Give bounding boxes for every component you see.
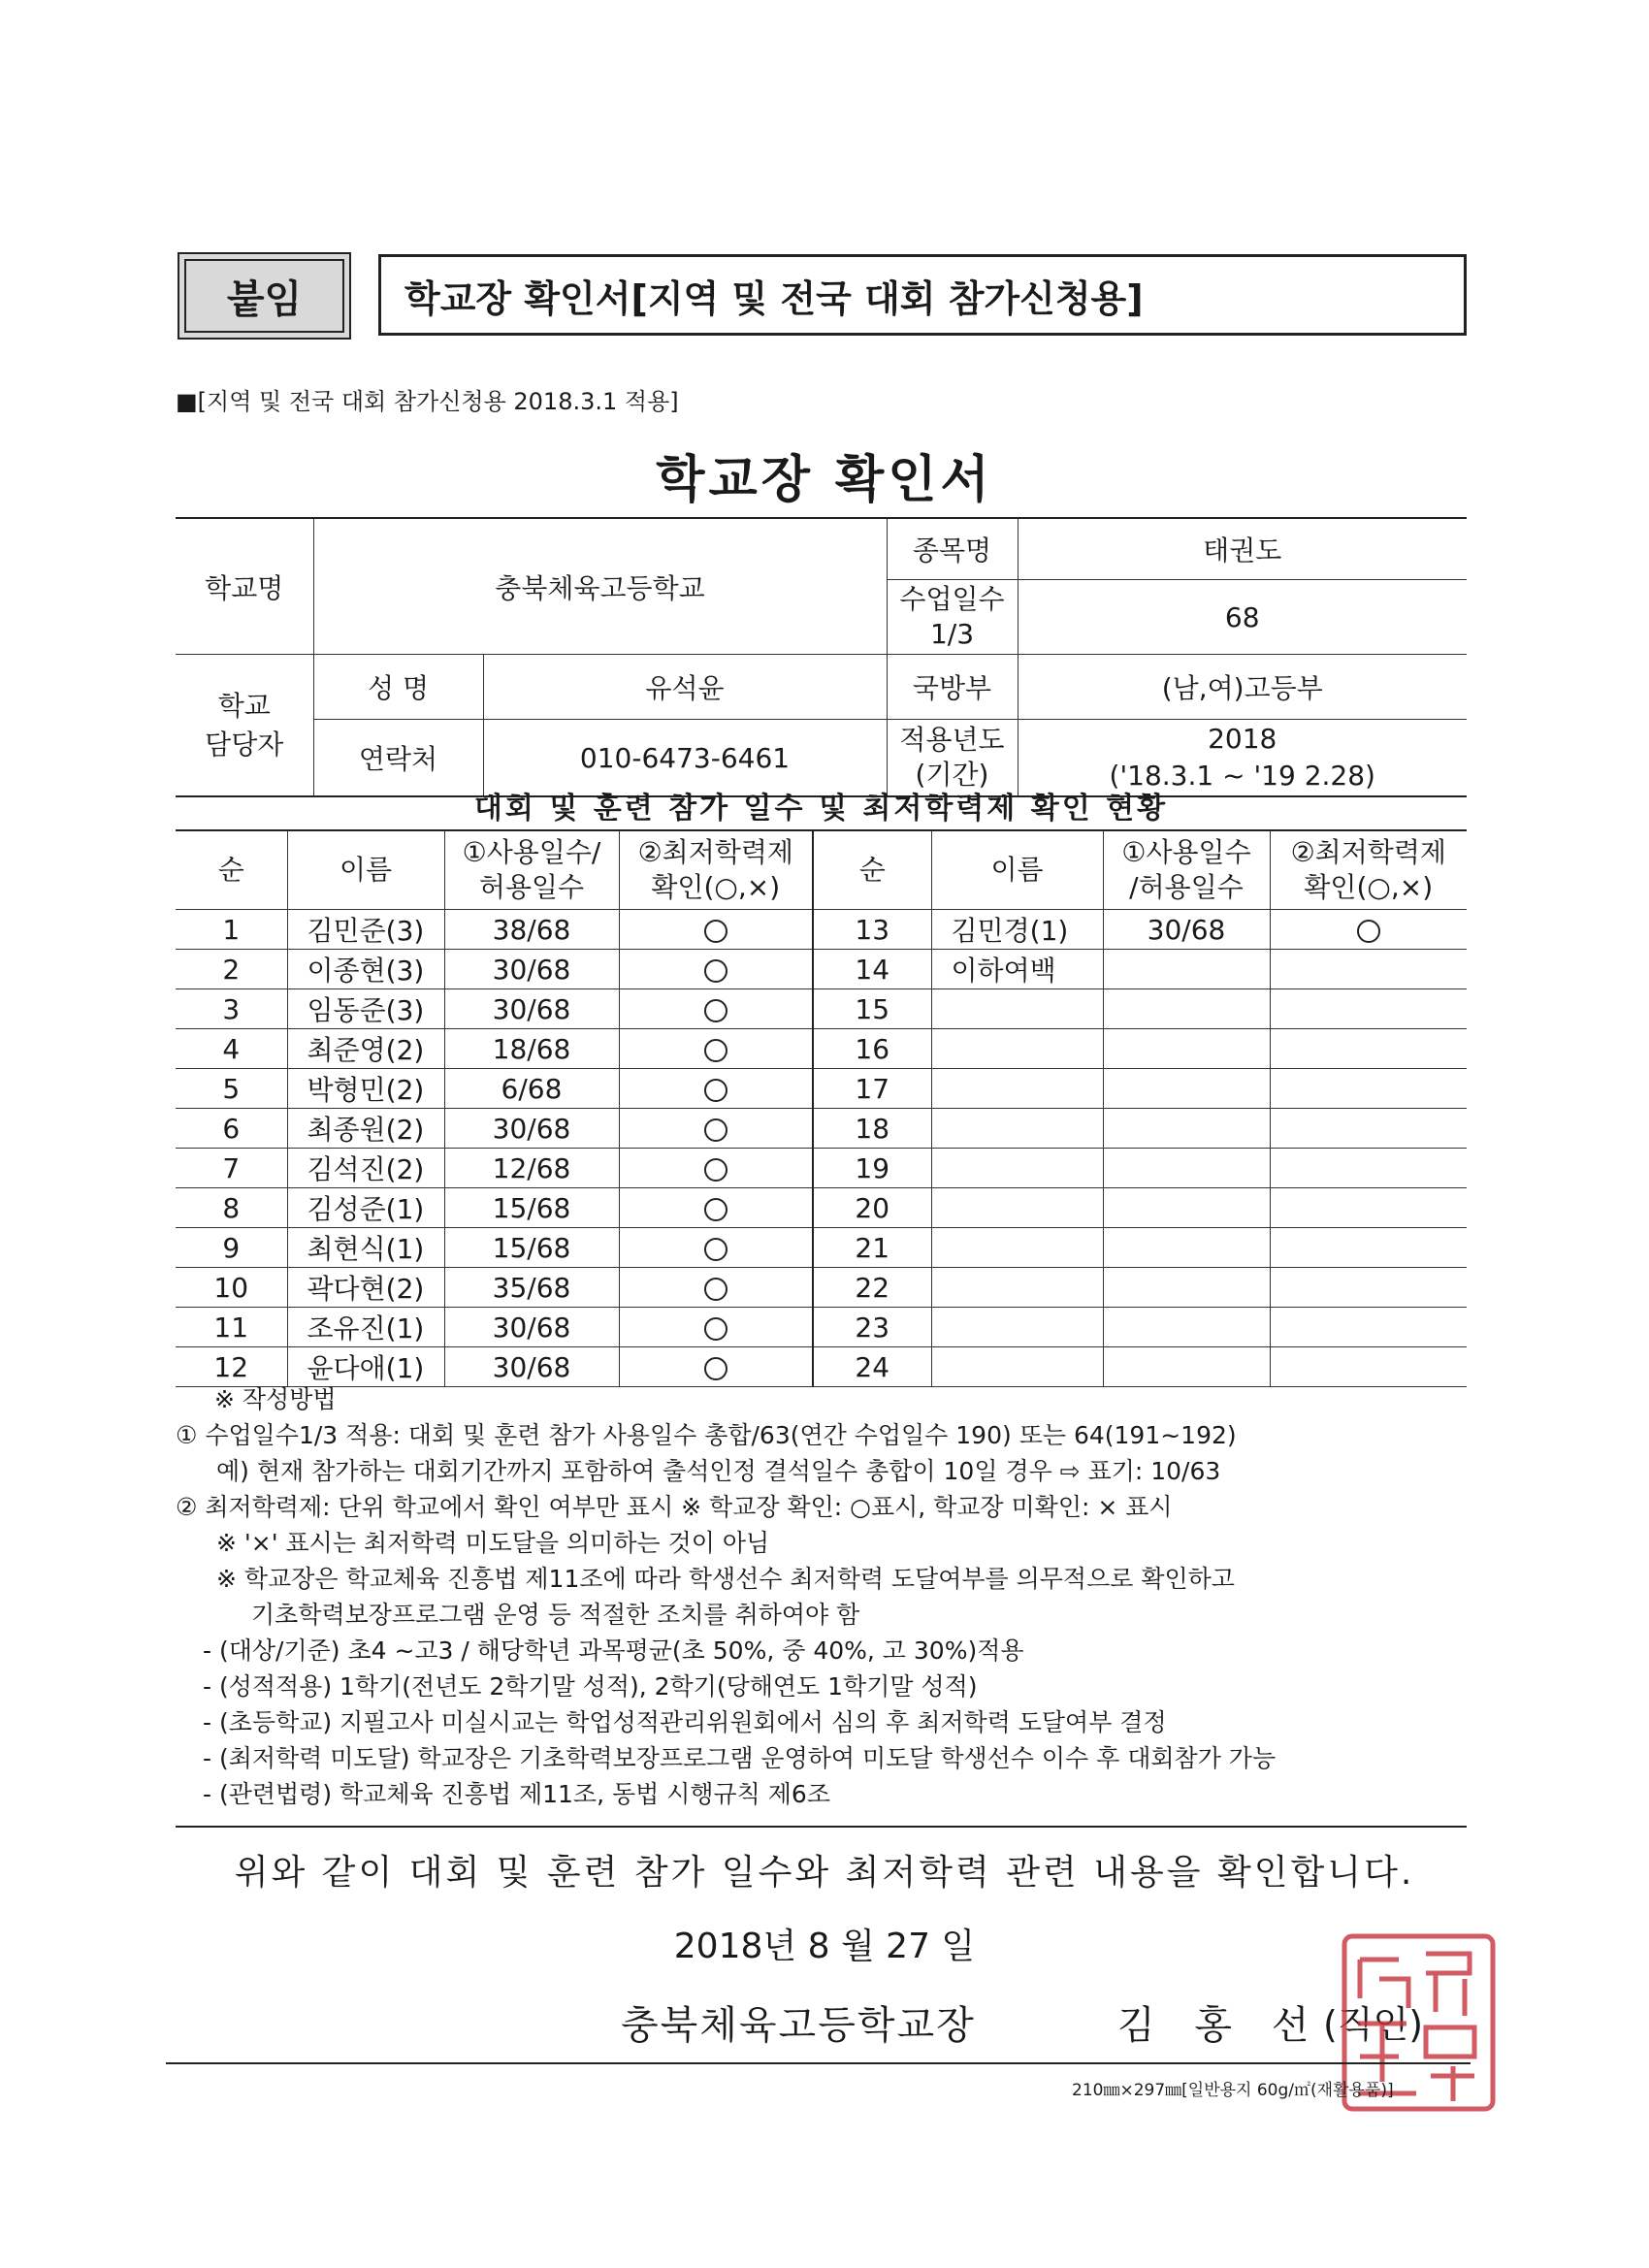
cell-days-right bbox=[1103, 1268, 1270, 1308]
document-header-title: 학교장 확인서[지역 및 전국 대회 참가신청용] bbox=[378, 254, 1467, 336]
cell-name-right bbox=[931, 1228, 1103, 1268]
period-label-line1: 적용년도 bbox=[899, 724, 1005, 756]
cell-no: 9 bbox=[176, 1228, 287, 1268]
cell-check-right bbox=[1270, 1149, 1467, 1188]
sport-value: 태권도 bbox=[1018, 518, 1467, 580]
header-check-right-line2: 확인(○,×) bbox=[1304, 871, 1434, 903]
cell-days: 30/68 bbox=[444, 950, 619, 989]
page-title: 학교장 확인서 bbox=[656, 451, 993, 509]
note-detail-4: - (최저학력 미도달) 학교장은 기초학력보장프로그램 운영하여 미도달 학생선수 이수 후 대회참가 가능 bbox=[203, 1744, 1277, 1772]
cell-check bbox=[619, 1268, 813, 1308]
cell-no-right: 20 bbox=[813, 1188, 931, 1228]
school-value: 충북체육고등학교 bbox=[313, 518, 887, 655]
cell-days-right: 30/68 bbox=[1103, 910, 1270, 950]
cell-check-right bbox=[1270, 950, 1467, 989]
header-name-right: 이름 bbox=[931, 830, 1103, 910]
cell-days-right bbox=[1103, 1109, 1270, 1149]
header-check-line1: ②최저학력제 bbox=[637, 836, 793, 868]
cell-no: 7 bbox=[176, 1149, 287, 1188]
paper-spec: 210㎜×297㎜[일반용지 60g/㎡(재활용품)] bbox=[1072, 2081, 1394, 2100]
participation-table-body bbox=[176, 910, 1467, 1387]
cell-name-right bbox=[931, 1188, 1103, 1228]
cell-no-right: 21 bbox=[813, 1228, 931, 1268]
cell-check-right bbox=[1270, 1109, 1467, 1149]
cell-check bbox=[619, 1308, 813, 1347]
cell-name: 최준영(2) bbox=[287, 1029, 444, 1069]
cell-days: 30/68 bbox=[444, 1109, 619, 1149]
cell-check-right bbox=[1270, 1308, 1467, 1347]
contact-value: 010-6473-6461 bbox=[483, 720, 887, 797]
cell-no: 4 bbox=[176, 1029, 287, 1069]
check-circle-icon bbox=[1357, 920, 1380, 943]
header-days-line1: ①사용일수/ bbox=[462, 836, 601, 868]
cell-check bbox=[619, 1149, 813, 1188]
cell-days: 30/68 bbox=[444, 1308, 619, 1347]
note-3: ※ '×' 표시는 최저학력 미도달을 의미하는 것이 아님 bbox=[216, 1529, 770, 1557]
check-circle-icon bbox=[704, 1317, 728, 1341]
check-circle-icon bbox=[704, 1238, 728, 1261]
cell-name-right bbox=[931, 1109, 1103, 1149]
cell-check bbox=[619, 1109, 813, 1149]
header-check-right-line1: ②최저학력제 bbox=[1290, 836, 1446, 868]
header-days-right bbox=[1103, 830, 1270, 910]
class-days-value: 68 bbox=[1018, 580, 1467, 655]
cell-days-right bbox=[1103, 1188, 1270, 1228]
cell-check-right bbox=[1270, 989, 1467, 1029]
name-value: 유석윤 bbox=[483, 655, 887, 720]
table-row bbox=[176, 1149, 1467, 1188]
cell-days: 38/68 bbox=[444, 910, 619, 950]
cell-days: 30/68 bbox=[444, 989, 619, 1029]
table-row bbox=[176, 1308, 1467, 1347]
note-1a: ① 수업일수1/3 적용: 대회 및 훈련 참가 사용일수 총합/63(연간 수업일수 190) 또는 64(191~192) bbox=[176, 1421, 1237, 1449]
header-days-right-line2: /허용일수 bbox=[1129, 871, 1244, 903]
cell-days-right bbox=[1103, 1069, 1270, 1109]
dept-label: 국방부 bbox=[887, 655, 1018, 720]
table-row bbox=[176, 1029, 1467, 1069]
check-circle-icon bbox=[704, 920, 728, 943]
manager-label-line2: 담당자 bbox=[205, 728, 284, 761]
cell-days-right bbox=[1103, 950, 1270, 989]
cell-no: 1 bbox=[176, 910, 287, 950]
cell-no-right: 24 bbox=[813, 1347, 931, 1387]
note-detail-3: - (초등학교) 지필고사 미실시교는 학업성적관리위원회에서 심의 후 최저학력 도달여부 결정 bbox=[203, 1708, 1167, 1736]
cell-days-right bbox=[1103, 1308, 1270, 1347]
note-4b: 기초학력보장프로그램 운영 등 적절한 조치를 취하여야 함 bbox=[251, 1601, 860, 1629]
cell-no-right: 15 bbox=[813, 989, 931, 1029]
note-detail-5: - (관련법령) 학교체육 진흥법 제11조, 동법 시행규칙 제6조 bbox=[203, 1780, 830, 1808]
cell-name: 윤다애(1) bbox=[287, 1347, 444, 1387]
notes-heading: ※ 작성방법 bbox=[214, 1385, 337, 1413]
cell-name-right bbox=[931, 1069, 1103, 1109]
cell-name-right bbox=[931, 1149, 1103, 1188]
cell-days-right bbox=[1103, 989, 1270, 1029]
header-days bbox=[444, 830, 619, 910]
table-row bbox=[176, 1268, 1467, 1308]
period-value-line2: ('18.3.1 ~ '19 2.28) bbox=[1109, 760, 1375, 792]
cell-check bbox=[619, 989, 813, 1029]
cell-name: 김민준(3) bbox=[287, 910, 444, 950]
cell-no: 12 bbox=[176, 1347, 287, 1387]
cell-no: 10 bbox=[176, 1268, 287, 1308]
attachment-label: 붙임 bbox=[178, 252, 351, 340]
cell-days: 30/68 bbox=[444, 1347, 619, 1387]
cell-no-right: 17 bbox=[813, 1069, 931, 1109]
sport-label: 종목명 bbox=[887, 518, 1018, 580]
table-row bbox=[176, 950, 1467, 989]
header-no-right: 순 bbox=[813, 830, 931, 910]
cell-no-right: 18 bbox=[813, 1109, 931, 1149]
table-row bbox=[176, 1069, 1467, 1109]
divider bbox=[176, 1826, 1467, 1828]
cell-days: 6/68 bbox=[444, 1069, 619, 1109]
cell-name: 곽다현(2) bbox=[287, 1268, 444, 1308]
cell-check bbox=[619, 910, 813, 950]
confirmation-statement: 위와 같이 대회 및 훈련 참가 일수와 최저학력 관련 내용을 확인합니다. bbox=[234, 1853, 1415, 1893]
signature-school: 충북체육고등학교장 bbox=[621, 2003, 976, 2048]
cell-days-right bbox=[1103, 1228, 1270, 1268]
header-check-right bbox=[1270, 830, 1467, 910]
cell-name: 김성준(1) bbox=[287, 1188, 444, 1228]
class-days-label-line1: 수업일수 bbox=[899, 583, 1005, 615]
sub-note: ■[지역 및 전국 대회 참가신청용 2018.3.1 적용] bbox=[176, 388, 679, 415]
cell-check bbox=[619, 950, 813, 989]
header-name: 이름 bbox=[287, 830, 444, 910]
school-label: 학교명 bbox=[176, 518, 313, 655]
cell-no: 3 bbox=[176, 989, 287, 1029]
cell-days: 35/68 bbox=[444, 1268, 619, 1308]
header-days-line2: 허용일수 bbox=[478, 871, 585, 903]
cell-check-right bbox=[1270, 1228, 1467, 1268]
cell-check bbox=[619, 1029, 813, 1069]
participation-table bbox=[176, 829, 1467, 1387]
cell-check-right bbox=[1270, 910, 1467, 950]
cell-no-right: 16 bbox=[813, 1029, 931, 1069]
table-row bbox=[176, 1188, 1467, 1228]
check-circle-icon bbox=[704, 1118, 728, 1142]
cell-name: 조유진(1) bbox=[287, 1308, 444, 1347]
note-detail-2: - (성적적용) 1학기(전년도 2학기말 성적), 2학기(당해연도 1학기말 성적) bbox=[203, 1672, 978, 1701]
manager-label-line1: 학교 bbox=[217, 689, 271, 722]
cell-name: 최종원(2) bbox=[287, 1109, 444, 1149]
header-check bbox=[619, 830, 813, 910]
cell-check-right bbox=[1270, 1069, 1467, 1109]
cell-name: 박형민(2) bbox=[287, 1069, 444, 1109]
cell-name-right bbox=[931, 989, 1103, 1029]
cell-name: 이종현(3) bbox=[287, 950, 444, 989]
writing-guide bbox=[176, 1381, 1475, 1812]
cell-name: 임동준(3) bbox=[287, 989, 444, 1029]
check-circle-icon bbox=[704, 1278, 728, 1301]
cell-no: 2 bbox=[176, 950, 287, 989]
cell-name-right bbox=[931, 1308, 1103, 1347]
cell-name-right: 이하여백 bbox=[931, 950, 1103, 989]
note-detail-1: - (대상/기준) 초4 ~고3 / 해당학년 과목평균(초 50%, 중 40%, 고 30%)적용 bbox=[203, 1636, 1024, 1665]
info-table bbox=[176, 517, 1467, 797]
note-1b: 예) 현재 참가하는 대회기간까지 포함하여 출석인정 결석일수 총합이 10일 경우 ⇨ 표기: 10/63 bbox=[216, 1457, 1221, 1485]
cell-name: 최현식(1) bbox=[287, 1228, 444, 1268]
check-circle-icon bbox=[704, 1039, 728, 1062]
contact-label: 연락처 bbox=[313, 720, 483, 797]
cell-days: 18/68 bbox=[444, 1029, 619, 1069]
note-4a: ※ 학교장은 학교체육 진흥법 제11조에 따라 학생선수 최저학력 도달여부를 의무적으로 확인하고 bbox=[216, 1565, 1235, 1593]
cell-name-right bbox=[931, 1268, 1103, 1308]
check-circle-icon bbox=[704, 1158, 728, 1182]
cell-check-right bbox=[1270, 1188, 1467, 1228]
cell-no-right: 22 bbox=[813, 1268, 931, 1308]
table-row bbox=[176, 910, 1467, 950]
check-circle-icon bbox=[704, 1357, 728, 1380]
divider bbox=[166, 2062, 1471, 2064]
class-days-label bbox=[887, 580, 1018, 655]
cell-days: 12/68 bbox=[444, 1149, 619, 1188]
manager-label bbox=[176, 655, 313, 797]
check-circle-icon bbox=[704, 1198, 728, 1221]
name-label: 성 명 bbox=[313, 655, 483, 720]
cell-check-right bbox=[1270, 1268, 1467, 1308]
cell-no: 8 bbox=[176, 1188, 287, 1228]
cell-no: 11 bbox=[176, 1308, 287, 1347]
cell-no: 6 bbox=[176, 1109, 287, 1149]
cell-name: 김석진(2) bbox=[287, 1149, 444, 1188]
note-2: ② 최저학력제: 단위 학교에서 확인 여부만 표시 ※ 학교장 확인: ○표시, 학교장 미확인: × 표시 bbox=[176, 1493, 1173, 1521]
cell-name-right: 김민경(1) bbox=[931, 910, 1103, 950]
signature-principal-name: 김 홍 선 bbox=[1117, 2003, 1323, 2048]
cell-check bbox=[619, 1069, 813, 1109]
cell-no: 5 bbox=[176, 1069, 287, 1109]
cell-days: 15/68 bbox=[444, 1228, 619, 1268]
table-row bbox=[176, 1109, 1467, 1149]
cell-no-right: 14 bbox=[813, 950, 931, 989]
class-days-label-line2: 1/3 bbox=[929, 618, 975, 650]
cell-no-right: 23 bbox=[813, 1308, 931, 1347]
cell-days-right bbox=[1103, 1029, 1270, 1069]
header-check-line2: 확인(○,×) bbox=[651, 871, 781, 903]
cell-days-right bbox=[1103, 1149, 1270, 1188]
check-circle-icon bbox=[704, 999, 728, 1022]
cell-check-right bbox=[1270, 1029, 1467, 1069]
table-row bbox=[176, 989, 1467, 1029]
check-circle-icon bbox=[704, 959, 728, 983]
cell-days: 15/68 bbox=[444, 1188, 619, 1228]
cell-no-right: 13 bbox=[813, 910, 931, 950]
cell-check bbox=[619, 1188, 813, 1228]
signature-date: 2018년 8 월 27 일 bbox=[673, 1927, 976, 1966]
header-no: 순 bbox=[176, 830, 287, 910]
cell-no-right: 19 bbox=[813, 1149, 931, 1188]
cell-check bbox=[619, 1228, 813, 1268]
dept-value: (남,여)고등부 bbox=[1018, 655, 1467, 720]
period-value-line1: 2018 bbox=[1208, 723, 1277, 755]
table-row bbox=[176, 1228, 1467, 1268]
check-circle-icon bbox=[704, 1079, 728, 1102]
header-days-right-line1: ①사용일수 bbox=[1121, 836, 1251, 868]
section-heading: 대회 및 훈련 참가 일수 및 최저학력제 확인 현황 bbox=[473, 792, 1169, 826]
signature-seal-label: (직인) bbox=[1323, 2003, 1424, 2046]
cell-name-right bbox=[931, 1029, 1103, 1069]
period-label-line2: (기간) bbox=[915, 759, 989, 791]
